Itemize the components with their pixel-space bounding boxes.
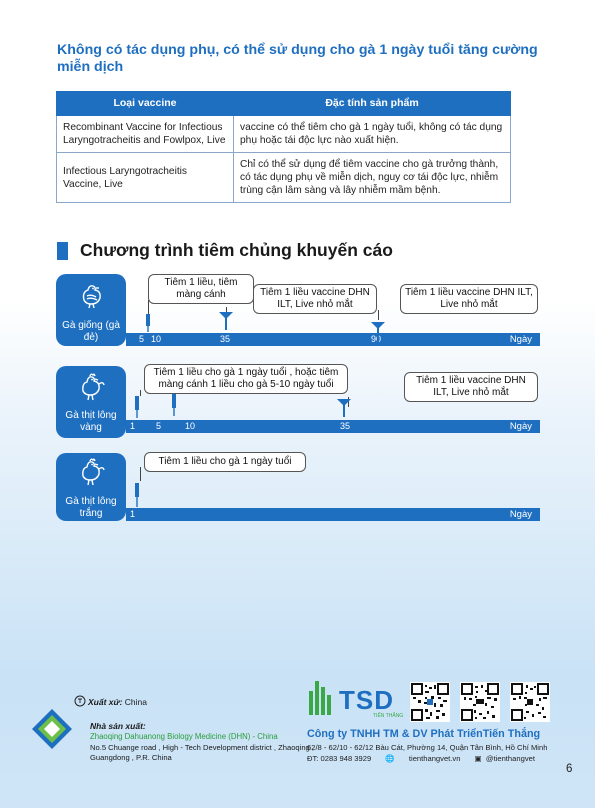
callout: Tiêm 1 liều cho gà 1 ngày tuổi (144, 452, 306, 472)
program-label: Gà thịt lông trắng (65, 496, 117, 519)
tick-label: 90 (371, 334, 382, 344)
timeline-axis (126, 508, 540, 521)
page-heading: Không có tác dụng phụ, có thể sử dụng cho gà 1 ngày tuổi tăng cường miễn dịch (57, 42, 538, 75)
qr-code-tiktok-icon[interactable] (510, 682, 550, 722)
brand-subtext: TIẾN THẮNG (373, 713, 404, 719)
callout: Tiêm 1 liều vaccine DHN ILT, Live nhỏ mắt (253, 284, 377, 314)
callout: Tiêm 1 liều vaccine DHN ILT, Live nhỏ mắt (400, 284, 538, 314)
qr-code-facebook-icon[interactable] (410, 682, 450, 722)
table-header-type: Loại vaccine (57, 92, 234, 116)
company-website[interactable]: tienthangvet.vn (408, 754, 461, 763)
callout: Tiêm 1 liều cho gà 1 ngày tuổi , hoặc tiêm màng cánh 1 liều cho gà 5-10 ngày tuổi (144, 364, 348, 394)
tick-label: 10 (151, 334, 162, 344)
tick-label: 35 (220, 334, 231, 344)
facebook-icon: ▣ (474, 754, 482, 763)
company-social[interactable]: @tienthangvet (485, 754, 535, 763)
day-label: Ngày (509, 421, 532, 432)
table-cell: Chỉ có thể sử dụng để tiêm vaccine cho gà trưởng thành, có tác dụng phụ về miễn dịch, nguy cơ tái độc lực, nhiễm trùng cận lâm sàng và lây nhiễm mầm bệnh. (234, 153, 511, 203)
company-phone: ĐT: 0283 948 3929 (307, 754, 372, 763)
section-marker (57, 242, 68, 260)
program-label: Gà giống (gà đẻ) (62, 320, 120, 343)
program-label: Gà thịt lông vàng (65, 410, 117, 433)
qr-code-website-icon[interactable] (460, 682, 500, 722)
syringe-icon (131, 481, 143, 507)
globe-icon: 🌐 (385, 754, 395, 763)
callout: Tiêm 1 liều vaccine DHN ILT, Live nhỏ mắt (404, 372, 538, 402)
tick-label: 10 (185, 421, 196, 431)
origin-value: China (124, 697, 148, 707)
origin-label: Xuất xứ: (88, 697, 123, 707)
company-address: 62/8 - 62/10 - 62/12 Bàu Cát, Phường 14, Quận Tân Bình, Hồ Chí Minh (307, 743, 548, 752)
dhn-logo-icon (30, 707, 74, 751)
rooster-icon (76, 372, 106, 402)
maker-address: No.5 Chuange road , High - Tech Development district , Zhaoqing , Guangdong , P.R. China (90, 743, 314, 762)
callout: Tiêm 1 liều, tiêm màng cánh (148, 274, 254, 304)
program-card (56, 453, 126, 521)
origin-seal-icon (74, 695, 86, 707)
day-label: Ngày (509, 334, 532, 345)
program-yellow-broiler (56, 366, 540, 438)
section-title (57, 240, 393, 261)
brand-text: TSD (339, 685, 394, 715)
table-cell: Recombinant Vaccine for Infectious Laryngotracheitis and Fowlpox, Live (57, 116, 234, 153)
program-card (56, 274, 126, 346)
table-cell: Infectious Laryngotracheitis Vaccine, Live (57, 153, 234, 203)
page-number: 6 (566, 763, 573, 775)
table-row (57, 116, 511, 153)
company-contact (307, 754, 547, 763)
day-label: Ngày (509, 509, 532, 520)
program-breeder (56, 274, 540, 346)
tsd-logo (307, 677, 407, 728)
table-cell: vaccine có thể tiêm cho gà 1 ngày tuổi, không có tác dụng phụ hoặc tái độc lực nào xuất hiện. (234, 116, 511, 153)
origin (88, 697, 147, 707)
connector (378, 310, 379, 320)
timeline-axis (126, 420, 540, 433)
program-card (56, 366, 126, 438)
rooster-icon (76, 457, 106, 487)
table-row (57, 153, 511, 203)
maker-name: Zhaoqing Dahuanong Biology Medicine (DHN) - China (90, 732, 278, 741)
syringe-icon (168, 392, 180, 416)
program-white-broiler (56, 453, 540, 521)
tick-label: 1 (130, 509, 136, 519)
connector (140, 467, 141, 481)
hen-icon (76, 280, 106, 310)
dropper-icon (370, 320, 386, 348)
tick-label: 1 (130, 421, 136, 431)
vaccine-table (56, 91, 511, 203)
maker-label: Nhà sản xuất: (90, 721, 146, 731)
syringe-icon (142, 312, 154, 332)
tick-label: 5 (139, 334, 145, 344)
table-header-row (57, 92, 511, 116)
company-name: Công ty TNHH TM & DV Phát TriểnTiến Thắng (307, 728, 541, 740)
tick-label: 35 (340, 421, 351, 431)
section-title-text: Chương trình tiêm chủng khuyến cáo (80, 240, 393, 260)
table-header-properties: Đặc tính sản phẩm (234, 92, 511, 116)
timeline-axis (126, 333, 540, 346)
dropper-icon (218, 310, 234, 332)
dropper-icon (336, 397, 352, 419)
syringe-icon (131, 394, 143, 418)
tick-label: 5 (156, 421, 162, 431)
